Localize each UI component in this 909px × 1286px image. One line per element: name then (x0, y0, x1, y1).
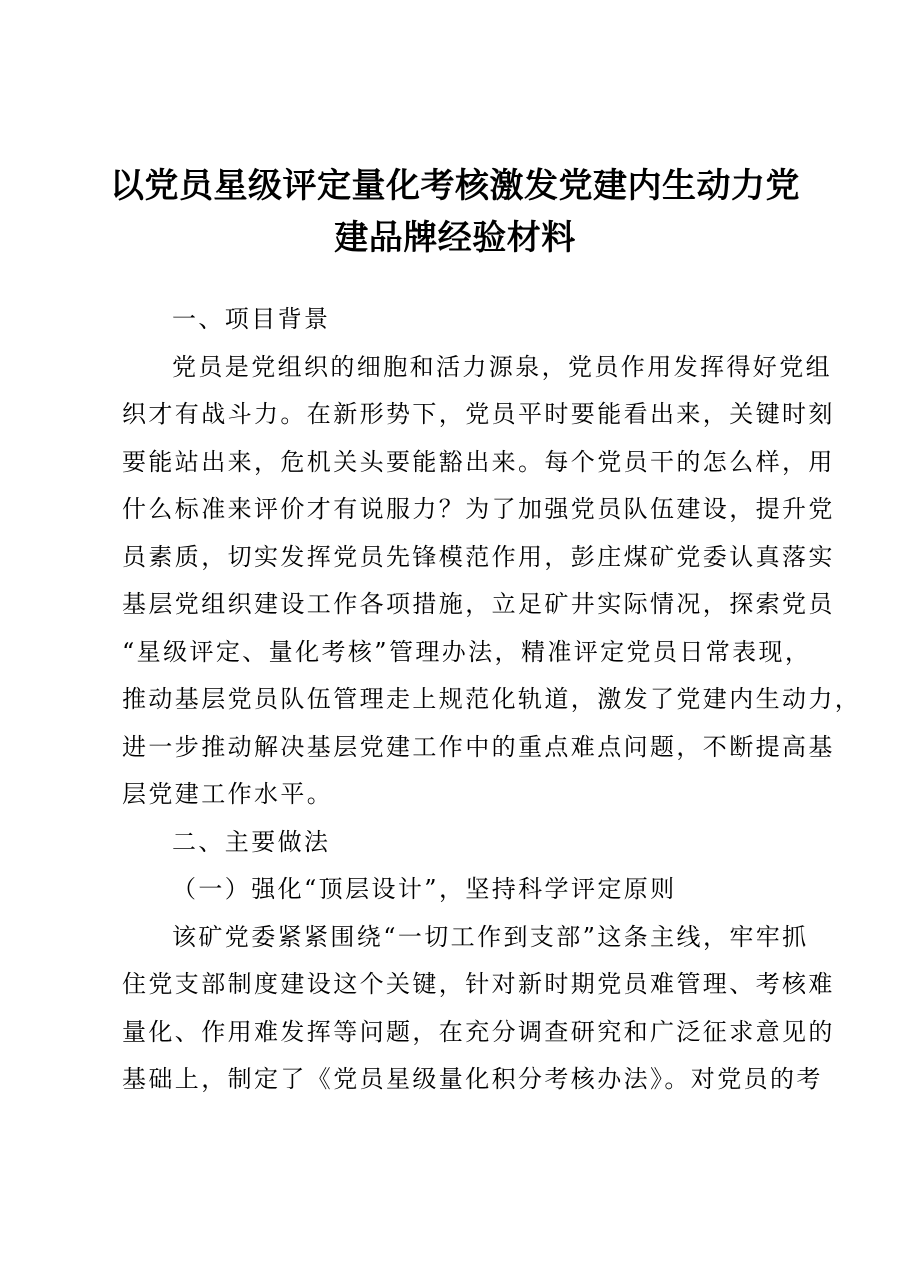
paragraph-line: 要能站出来，危机关头要能豁出来。每个党员干的怎么样，用 (122, 447, 835, 476)
title-line-1: 以党员星级评定量化考核激发党建内生动力党 (110, 166, 800, 206)
paragraph-line: 二、主要做法 (172, 827, 331, 856)
paragraph-line: 基础上，制定了《党员星级量化积分考核办法》。对党员的考 (122, 1065, 823, 1093)
document-body (122, 296, 862, 1104)
paragraph-line: 层党建工作水平。 (122, 780, 334, 808)
paragraph-line: 基层党组织建设工作各项措施，立足矿井实际情况，探索党员 (122, 590, 835, 618)
paragraph-line: 织才有战斗力。在新形势下，党员平时要能看出来，关键时刻 (122, 400, 835, 428)
paragraph-line: 党员是党组织的细胞和活力源泉，党员作用发挥得好党组 (172, 352, 832, 381)
paragraph-line: 什么标准来评价才有说服力？为了加强党员队伍建设，提升党 (122, 495, 835, 523)
paragraph-line: 员素质，切实发挥党员先锋模范作用，彭庄煤矿党委认真落实 (122, 542, 835, 571)
paragraph-line: “星级评定、量化考核”管理办法，精准评定党员日常表现， (122, 637, 812, 666)
paragraph-line: 住党支部制度建设这个关键，针对新时期党员难管理、考核难 (122, 970, 835, 998)
paragraph-line: （一）强化“顶层设计”，坚持科学评定原则 (172, 875, 677, 903)
paragraph-line: 一、项目背景 (172, 305, 331, 333)
paragraph-line: 推动基层党员队伍管理走上规范化轨道，激发了党建内生动力， (122, 685, 862, 713)
document-title (110, 160, 800, 264)
paragraph-line: 量化、作用难发挥等问题，在充分调查研究和广泛征求意见的 (122, 1017, 835, 1046)
title-line-2: 建品牌经验材料 (334, 218, 576, 258)
paragraph-line: 该矿党委紧紧围绕“一切工作到支部”这条主线，牢牢抓 (172, 922, 809, 951)
paragraph-line: 进一步推动解决基层党建工作中的重点难点问题，不断提高基 (122, 732, 835, 761)
